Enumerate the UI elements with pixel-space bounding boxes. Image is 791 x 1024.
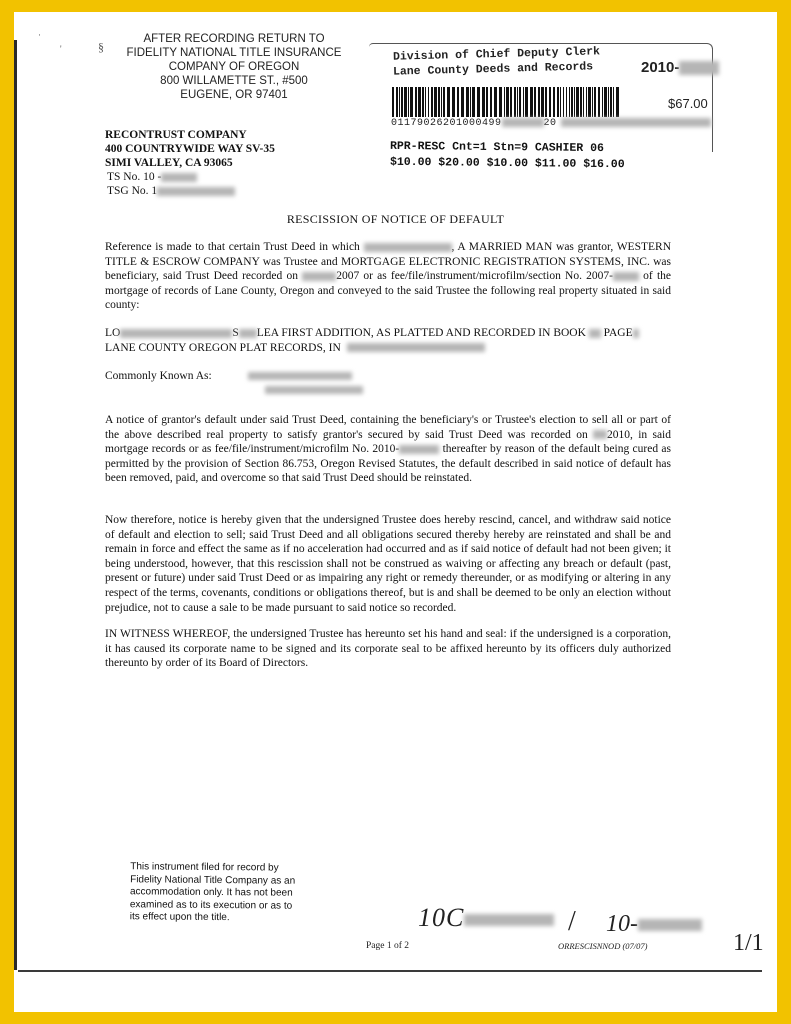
barcode-bar <box>494 87 497 117</box>
tsg-number-label: TSG No. 1 <box>107 185 158 197</box>
barcode-bar <box>428 87 429 117</box>
barcode-bar <box>452 87 455 117</box>
stamp-fee-total: $67.00 <box>668 96 708 111</box>
return-to-line: 800 WILLAMETTE ST., #500 <box>160 75 308 87</box>
paragraph-text: thereafter by reason of the default being cured as permitted by the provision of Section 86.753, Oregon Revised Statutes, the default described in said notice of default has been removed, paid, and overcome so that said Trust Deed should be reinstated. <box>105 443 671 485</box>
commonly-known-label: Commonly Known As: <box>105 370 212 382</box>
barcode-bar <box>530 87 533 117</box>
barcode-bar <box>517 87 518 117</box>
redaction <box>399 445 439 454</box>
stamp-division: Division of Chief Deputy Clerk <box>392 45 601 64</box>
barcode-bar <box>519 87 521 117</box>
barcode-bar <box>538 87 540 117</box>
barcode-bar <box>408 87 409 117</box>
redaction <box>613 272 639 281</box>
paragraph-text: 2007 or as fee/file/instrument/microfilm/section No. 2007- <box>336 270 613 283</box>
paragraph-notice-of-default <box>105 413 671 486</box>
barcode-bar <box>482 87 485 117</box>
barcode-bar <box>588 87 591 117</box>
return-to-line: FIDELITY NATIONAL TITLE INSURANCE <box>126 47 342 59</box>
legal-text: LEA FIRST ADDITION, AS PLATTED AND RECORDED IN BOOK <box>256 327 586 339</box>
scan-speck: ' <box>60 44 62 54</box>
handwritten-text: 10- <box>606 911 638 937</box>
barcode-bar <box>574 87 575 117</box>
barcode-bar <box>557 87 559 117</box>
legal-description <box>105 326 671 355</box>
sender-block <box>105 128 275 198</box>
paragraph-text: of the mortgage of records of Lane County, Oregon and conveyed to the said Trustee the following real property situated in said county: <box>105 270 671 312</box>
barcode-bar <box>418 87 421 117</box>
barcode-bar <box>422 87 424 117</box>
barcode-bar <box>392 87 394 117</box>
stamp-rpr-line: RPR-RESC Cnt=1 Stn=9 CASHIER 06 <box>389 139 604 156</box>
sender-city: SIMI VALLEY, CA 93065 <box>105 157 233 169</box>
document-title: RESCISSION OF NOTICE OF DEFAULT <box>286 212 505 226</box>
ts-number-label: TS No. 10 - <box>107 171 162 183</box>
barcode-bar <box>592 87 593 117</box>
barcode-bar <box>602 87 603 117</box>
barcode-bar <box>586 87 587 117</box>
barcode-bar <box>604 87 607 117</box>
barcode-bar <box>431 87 433 117</box>
barcode-bar <box>610 87 612 117</box>
recording-number-text: 2010- <box>641 59 680 76</box>
barcode-bar <box>499 87 502 117</box>
barcode-bar <box>504 87 505 117</box>
barcode-bar <box>425 87 426 117</box>
barcode-bar <box>563 87 564 117</box>
redaction <box>633 329 639 338</box>
redaction <box>364 243 452 252</box>
barcode-bar <box>461 87 464 117</box>
handwritten-number <box>606 911 702 938</box>
redaction <box>161 173 197 182</box>
paragraph-rescission: Now therefore, notice is hereby given that the undersigned Trustee does hereby rescind, cancel, and withdraw said notice of default and election to sell; said Trust Deed and all obligations secured thereby hereby are reinstated and shall be and remain in force and effect the same as if no acceleration had occurred and as if said notice of default had not been given; it being understood, however, that this rescission shall not be construed as waiving or affecting any breach or default (past, present or future) under said Trust Deed or as impairing any right or remedy thereunder, or as modifying or altering in any respect of the terms, covenants, conditions or obligations thereof, but is and shall be deemed to be only an election without prejudice, not to cause a sale to be made pursuant to said notice so recorded. <box>105 514 671 614</box>
barcode-bar <box>510 87 512 117</box>
barcode-bar <box>470 87 471 117</box>
barcode-bar <box>583 87 584 117</box>
barcode-bar <box>490 87 492 117</box>
barcode-bar <box>415 87 417 117</box>
barcode-bar <box>571 87 573 117</box>
redaction <box>561 118 711 127</box>
barcode-bar <box>457 87 459 117</box>
barcode-bar <box>506 87 509 117</box>
barcode-bar <box>486 87 488 117</box>
redaction <box>239 329 257 338</box>
barcode-bar <box>441 87 442 117</box>
barcode-bar <box>576 87 579 117</box>
scan-bottom-edge <box>18 970 762 972</box>
paragraph-text: , A MARRIED MAN was grantor, WESTERN TITLE & ESCROW COMPANY was Trustee and MORTGAGE ELECTRONIC REGISTRATION SYSTEMS, INC. was beneficiary, said Trust Deed recorded on <box>105 241 671 283</box>
barcode-bar <box>396 87 398 117</box>
barcode-number <box>391 118 711 129</box>
barcode-suffix: 20 <box>543 118 557 130</box>
recording-number <box>641 59 719 76</box>
scan-left-edge <box>14 40 17 970</box>
return-to-block <box>118 32 350 102</box>
barcode-bar <box>566 87 567 117</box>
barcode-bar <box>404 87 407 117</box>
stamp-county: Lane County Deeds and Records <box>392 60 594 79</box>
handwritten-mark: 1/1 <box>733 930 764 956</box>
sender-street: 400 COUNTRYWIDE WAY SV-35 <box>105 143 275 155</box>
paragraph-text: 2010, in said mortgage records or as fee/file/instrument/microfilm No. 2010- <box>105 428 671 456</box>
barcode-bar <box>438 87 440 117</box>
barcode-bar <box>466 87 469 117</box>
return-to-line: EUGENE, OR 97401 <box>180 89 288 101</box>
scan-speck: § <box>98 40 104 54</box>
barcode-bar <box>410 87 413 117</box>
barcode-bar <box>549 87 551 117</box>
handwritten-slash: / <box>568 906 576 937</box>
redaction <box>502 118 544 127</box>
barcode-bar <box>523 87 524 117</box>
barcode-bar <box>569 87 570 117</box>
redaction <box>464 914 554 926</box>
redaction <box>120 329 232 338</box>
stamp-fees-line: $10.00 $20.00 $10.00 $11.00 $16.00 <box>389 155 625 172</box>
address-redaction <box>265 386 363 394</box>
return-to-line: AFTER RECORDING RETURN TO <box>143 33 325 45</box>
redaction <box>638 919 702 931</box>
paragraph-witness: IN WITNESS WHEREOF, the undersigned Trustee has hereunto set his hand and seal: if the undersigned is a corporation, it has caused its corporate name to be signed and its corporate seal to be affixed hereunto by its officers duly authorized thereunto by order of its Board of Directors. <box>105 628 671 670</box>
scan-speck: · <box>38 30 41 40</box>
handwritten-number <box>418 903 554 933</box>
barcode-bar <box>443 87 445 117</box>
redaction <box>347 343 485 352</box>
barcode-bar <box>401 87 403 117</box>
barcode-bar <box>560 87 561 117</box>
barcode-bar <box>541 87 544 117</box>
paragraph-text: Reference is made to that certain Trust Deed in which <box>105 241 360 253</box>
redaction <box>679 61 719 75</box>
handwritten-text: 10C <box>418 903 465 932</box>
legal-text: LO <box>105 327 121 339</box>
barcode-bar <box>598 87 600 117</box>
barcode-bar <box>477 87 480 117</box>
barcode-bar <box>434 87 437 117</box>
barcode <box>392 87 622 117</box>
legal-text: S <box>232 327 239 339</box>
barcode-bar <box>580 87 582 117</box>
barcode-bar <box>613 87 614 117</box>
redaction <box>589 329 601 338</box>
instrument-note: This instrument filed for record by Fidelity National Title Company as an accommodation only. It has not been examined as to its execution or as to its effect upon the title. <box>129 861 296 924</box>
sender-company: RECONTRUST COMPANY <box>105 129 247 141</box>
barcode-bar <box>545 87 547 117</box>
legal-text: LANE COUNTY OREGON PLAT RECORDS, IN <box>105 341 341 354</box>
redaction <box>302 272 336 281</box>
barcode-bar <box>534 87 536 117</box>
redaction <box>593 430 607 439</box>
page-number: Page 1 of 2 <box>366 941 410 951</box>
barcode-bar <box>525 87 528 117</box>
barcode-bar <box>399 87 400 117</box>
barcode-bar <box>447 87 450 117</box>
barcode-bar <box>594 87 596 117</box>
barcode-bar <box>608 87 609 117</box>
form-code: ORRESCISNNOD (07/07) <box>558 941 648 951</box>
barcode-bar <box>616 87 619 117</box>
return-to-line: COMPANY OF OREGON <box>168 61 300 73</box>
paragraph-text: A notice of grantor's default under said Trust Deed, containing the beneficiary's or Trustee's election to sell all or part of the above described real property to satisfy grantor's secured by said Trust Deed was recorded on <box>105 414 671 441</box>
address-redaction <box>248 372 352 380</box>
barcode-bar <box>514 87 516 117</box>
paragraph-reference <box>105 240 671 313</box>
barcode-bar <box>553 87 555 117</box>
barcode-digits: 01179026201000499 <box>391 118 502 130</box>
legal-text: PAGE <box>603 327 633 339</box>
barcode-bar <box>472 87 475 117</box>
redaction <box>157 187 235 196</box>
